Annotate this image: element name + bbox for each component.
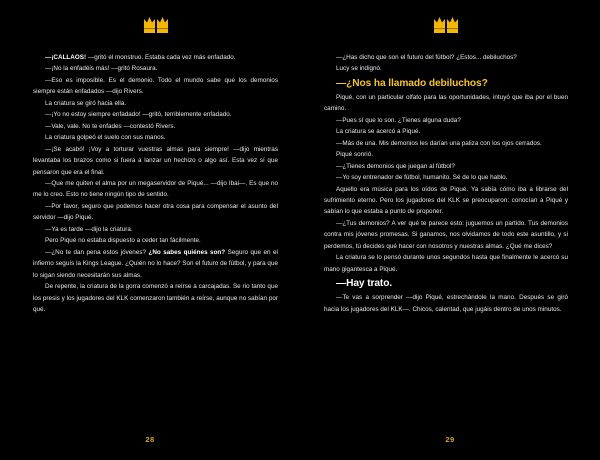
text-run: Seguro que en el infierno seguís la Kings League. ¿Quién no lo hace? Son el futuro de fútbol, y para que lo sigan siendo necesitarán sus almas. [33,248,278,279]
body-paragraph: La criatura se giró hacia ella. [45,99,127,107]
body-paragraph: —¡Se acabó! ¡Voy a torturar vuestras almas para siempre! —dijo mientras levantaba los brazos como si fuera a lanzar un hechizo o algo así. Esta vez sí que pensaron que era el final. [33,145,278,176]
body-paragraph [33,52,278,63]
body-paragraph: —Te vas a sorprender —dijo Piqué, estrechándole la mano. Después se giró hacia los jugadores del KLK—. Chicos, calentad, que jugáis dentro de unos minutos. [324,294,568,313]
kings-league-crown-icon [433,14,459,38]
body-paragraph: —¿Tienes demonios que juegan al fútbol? [336,162,455,170]
emphasis-line: —¿Nos ha llamado debiluchos? [336,77,488,89]
right-page [300,0,600,460]
body-paragraph: —Eso es imposible. Es el demonio. Todo el mundo sabe que los demonios siempre están enfadados —dijo Rivers. [33,76,278,96]
emphasis-line: —Hay trato. [336,278,393,290]
body-paragraph: —Más de una. Mis demonios les darían una paliza con los ojos cerrados. [336,139,542,147]
page-number-right: 29 [445,435,455,444]
page-number-left: 28 [145,435,155,444]
body-paragraph: La criatura se acercó a Piqué. [336,128,421,136]
body-paragraph: —Que me quiten el alma por un megaservidor de Piqué... —dijo Ibai—. Es que no me lo creo. Esto no tiene ningún tipo de sentido. [33,179,278,199]
body-paragraph: Lucy se indignó. [336,65,382,73]
body-paragraph: —Pues sí que lo son. ¿Tienes alguna duda? [336,116,461,124]
body-paragraph: Piqué, con un particular olfato para las oportunidades, intuyó que iba por el buen camino. [324,93,568,113]
left-page-text-column [33,52,278,460]
text-run: —gritó el monstruo. Estaba cada vez más enfadado. [86,54,236,61]
body-paragraph: —Por favor, seguro que podemos hacer otra cosa para compensar el asunto del servidor —dijo Piqué. [33,202,278,222]
body-paragraph: —¿Has dicho que son el futuro del fútbol? ¿Estos... debiluchos? [336,54,517,61]
body-paragraph: Piqué sonrió. [336,151,374,159]
body-paragraph: Pero Piqué no estaba dispuesto a ceder tan fácilmente. [45,237,201,245]
body-paragraph: Aquello era música para los oídos de Piqué. Ya sabía cómo iba a librarse del sufrimiento eterno. Pero los jugadores del KLK se preocuparon: conocían a Piqué y sabían lo que estaba a punto de proponer. [324,185,568,216]
kings-league-crown-icon [143,14,169,38]
text-run: —¿No te dan pena estos jóvenes? [45,248,149,256]
bold-emphasis: —¡CALLAOS! [45,54,87,61]
body-paragraph: —Vale, vale. No te enfades —contestó Rivers. [45,122,176,130]
body-paragraph: —¡No la enfadéis más! —gritó Rosaura. [45,65,158,73]
body-paragraph: La criatura se lo pensó durante unos segundos hasta que finalmente le acercó su mano gigantesca a Piqué. [324,254,568,273]
bold-emphasis: ¿No sabes quiénes son? [148,248,226,256]
body-paragraph: La criatura golpeó el suelo con sus manos. [45,134,166,142]
right-page-text-column [324,52,568,460]
body-paragraph [33,247,278,281]
body-paragraph: —Yo soy entrenador de fútbol, humanito. Sé de lo que hablo. [336,174,508,182]
body-paragraph: —¡Yo no estoy siempre enfadado! —gritó, terriblemente enfadado. [45,111,232,119]
body-paragraph: De repente, la criatura de la gorra comenzó a reírse a carcajadas. Se rio tanto que los presis y los jugadores del KLK comenzaron también a reírse, aunque no sabían por qué. [33,283,278,313]
body-paragraph: —¿Tus demonios? A ver qué te parece esto: juguemos un partido. Tus demonios contra mis jóvenes promesas. Si ganamos, nos olvidamos de todo este asuntillo, y si perdemos, tú decides qué hacer con nosotros y nuestras almas. ¿Qué me dices? [324,219,568,250]
body-paragraph: —Ya es tarde —dijo la criatura. [45,225,133,233]
